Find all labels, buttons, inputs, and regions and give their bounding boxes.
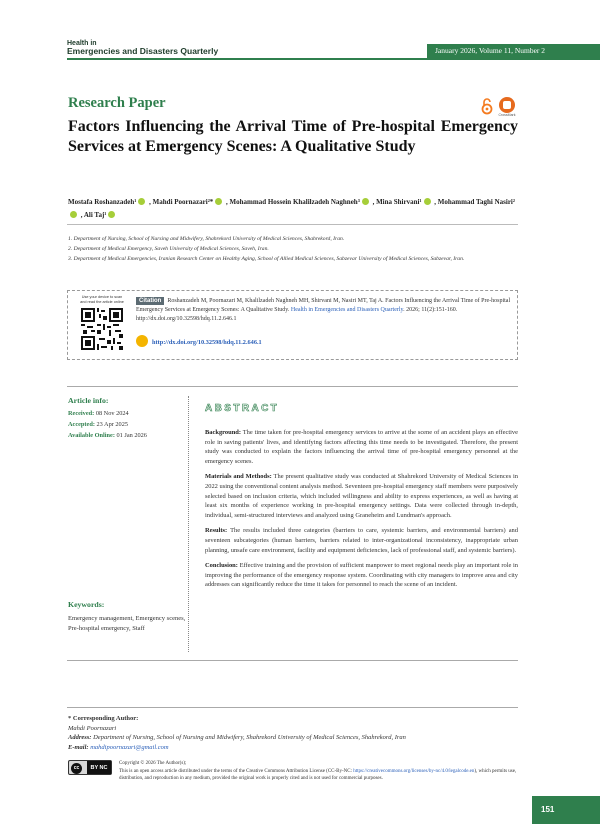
paper-title: Factors Influencing the Arrival Time of Pre-hospital Emergency Services at Emergency Scenes: A Qualitative Study: [68, 118, 518, 155]
keywords-text: Emergency management, Emergency scenes, Pre-hospital emergency, Staff: [68, 615, 186, 632]
background-label: Background:: [205, 429, 242, 436]
cc-license-icon[interactable]: [68, 760, 112, 775]
author-name: , Mahdi Poornazari²*: [149, 198, 214, 206]
license-tail: ), which permits use, distribution, and reproduction in any medium, provided the original work is properly cited and is not used for commercial purposes.: [119, 768, 517, 781]
methods-text: The present qualitative study was conducted at Shahrekord University of Medical Sciences in 2022 using the conventional content analysis method. Seventeen pre-hospital emergency staff members were purposively selected based on inclusion criteria, which included willingness and ability to express experiences, as well as having at least six months of experience working in pre-hospital emergency settings. Data were collected through in-depth, individual, semi-structured interviews and analyzed using Graneheim and Lundman's approach.: [205, 473, 519, 519]
section-rule: [67, 660, 518, 661]
citation-box: [67, 290, 518, 360]
citation-tail: . 2026; 11(2):151-160. http://dx.doi.org/10.32598/hdq.11.2.646.1: [136, 307, 458, 323]
author-name: Mostafa Roshanzadeh¹: [68, 198, 137, 206]
doi-icon: [136, 335, 148, 347]
citation-label: Citation: [136, 297, 164, 305]
address-label: Address:: [68, 734, 92, 741]
crossmark-icon[interactable]: [498, 97, 516, 119]
qr-area: [74, 295, 130, 355]
crossmark-badge: [499, 97, 515, 113]
online-value: 01 Jan 2026: [116, 432, 147, 439]
paper-type: Research Paper: [68, 95, 166, 111]
orcid-icon[interactable]: [215, 198, 222, 205]
methods-label: Materials and Methods:: [205, 473, 272, 481]
online-label: Available Online:: [68, 432, 115, 439]
license-body: [119, 768, 519, 783]
citation-body: Roshanzadeh M, Poornazari M, Khalilzadeh Naghneh MH, Shirvani M, Nasiri MT, Taj A. Factors Influencing the Arrival Time of Pre-hospital Emergency Services at Emergency Scenes: A Qualitative Study.: [136, 298, 511, 314]
corresponding-name: Mahdi Poornazari: [68, 724, 117, 732]
license-text: [119, 760, 519, 783]
accepted-value: 23 Apr 2025: [96, 421, 128, 428]
affiliation-item: 1. Department of Nursing, School of Nursing and Midwifery, Shahrekord University of Medical Sciences, Shahrekord, Iran.: [68, 236, 345, 242]
journal-logo: [67, 40, 218, 56]
abstract-conclusion: [205, 561, 518, 590]
page-number: 151: [532, 796, 600, 824]
affiliation-rule: [67, 224, 518, 225]
article-dates: [68, 408, 188, 441]
citation-text: [136, 297, 512, 325]
journal-name-line2: Emergencies and Disasters Quarterly: [67, 46, 219, 57]
orcid-icon[interactable]: [108, 211, 115, 218]
cc-label: cc: [71, 763, 82, 774]
column-divider: [188, 396, 189, 652]
online-date: [68, 430, 188, 441]
open-access-icon[interactable]: [481, 97, 493, 115]
conclusion-text: Effective training and the provision of sufficient manpower to meet regional needs play an important role in improving the performance of the emergency response system. Coordinating with city managers to improve area and city addresses can significantly reduce the time it takes for personnel to reach the scene of an incident.: [205, 562, 519, 589]
conclusion-label: Conclusion:: [205, 562, 238, 570]
received-date: [68, 408, 188, 419]
accepted-date: [68, 419, 188, 430]
author-name: , Mohammad Hossein Khalilzadeh Naghneh³: [226, 198, 360, 206]
received-label: Received:: [68, 410, 95, 417]
received-value: 08 Nov 2024: [95, 410, 129, 417]
doi-row: [136, 335, 262, 347]
author-name: , Ali Taj¹: [80, 211, 107, 219]
article-info-title: Article info:: [68, 396, 109, 405]
results-text: The results included three categories (barriers to care, systemic barriers, and environmental barriers) and seventeen subcategories (human barriers, barriers related to inter-organizational inconsistency, inappropriate urban planning, unsafe care environment, facility and equipment deficiencies, lack of professional staff, and systemic barriers).: [205, 527, 518, 554]
orcid-icon[interactable]: [424, 198, 431, 205]
author-name: , Mina Shirvani¹: [372, 198, 422, 206]
qr-code-icon[interactable]: [81, 308, 123, 350]
orcid-icon[interactable]: [70, 211, 77, 218]
citation-journal-link[interactable]: Health in Emergencies and Disasters Quarterly: [290, 307, 404, 314]
orcid-icon[interactable]: [138, 198, 145, 205]
email-link[interactable]: mahdipoornazari@gmail.com: [90, 743, 169, 751]
results-label: Results:: [205, 527, 228, 535]
abstract-body: [205, 428, 518, 596]
article-info: [68, 396, 188, 441]
affiliation-item: 3. Department of Medical Emergencies, Iranian Research Center on Healthy Aging, School of Allied Medical Sciences, Sabzevar University of Medical Sciences, Sabzevar, Iran.: [68, 256, 465, 262]
background-text: The time taken for pre-hospital emergency services to arrive at the scene of an accident plays an effective role in saving patients' lives, and identifying factors affecting this time needs to be investigated. Therefore, the present study was conducted to explain the factors influencing the arrival time of pre-hospital emergency personnel at the emergency scenes.: [205, 429, 519, 465]
header-rule: [67, 58, 600, 60]
abstract-results: [205, 526, 518, 555]
affiliation-item: 2. Department of Medical Emergency, Saveh University of Medical Sciences, Saveh, Iran.: [68, 246, 269, 252]
affiliations: [68, 235, 518, 265]
abstract-methods: [205, 472, 518, 520]
issue-band: January 2026, Volume 11, Number 2: [427, 44, 600, 58]
license-link[interactable]: https://creativecommons.org/licenses/by-nc/4.0/legalcode.en: [353, 768, 475, 774]
author-list: [68, 196, 518, 222]
cc-by-label: BY NC: [87, 761, 111, 774]
license-intro: This is an open access article distributed under the terms of the Creative Commons Attribution License (CC-By-NC:: [119, 768, 354, 774]
corresponding-email: [68, 743, 518, 753]
address-text: Department of Nursing, School of Nursing and Midwifery, Shahrekord University of Medical Sciences, Shahrekord, Iran: [93, 734, 406, 741]
crossmark-label: CrossMark: [498, 113, 516, 117]
author-name: , Mohammad Taghi Nasiri²: [434, 198, 515, 206]
copyright-line: Copyright © 2026 The Author(s);: [119, 761, 187, 766]
corresponding-title: * Corresponding Author:: [68, 715, 139, 722]
doi-link[interactable]: http://dx.doi.org/10.32598/hdq.11.2.646.1: [152, 339, 262, 346]
qr-caption: and read the article online: [80, 300, 124, 304]
journal-name-line1: Health in: [67, 40, 97, 47]
orcid-icon[interactable]: [362, 198, 369, 205]
section-rule: [67, 386, 518, 387]
corresponding-address: [68, 733, 518, 743]
abstract-title: ABSTRACT: [205, 403, 280, 414]
section-rule: [67, 707, 518, 708]
email-label: E-mail:: [68, 743, 89, 751]
qr-caption: Use your device to scan: [81, 295, 123, 299]
corresponding-author: [68, 714, 518, 752]
keywords-title: Keywords:: [68, 600, 105, 609]
accepted-label: Accepted:: [68, 421, 95, 428]
abstract-background: [205, 428, 518, 466]
